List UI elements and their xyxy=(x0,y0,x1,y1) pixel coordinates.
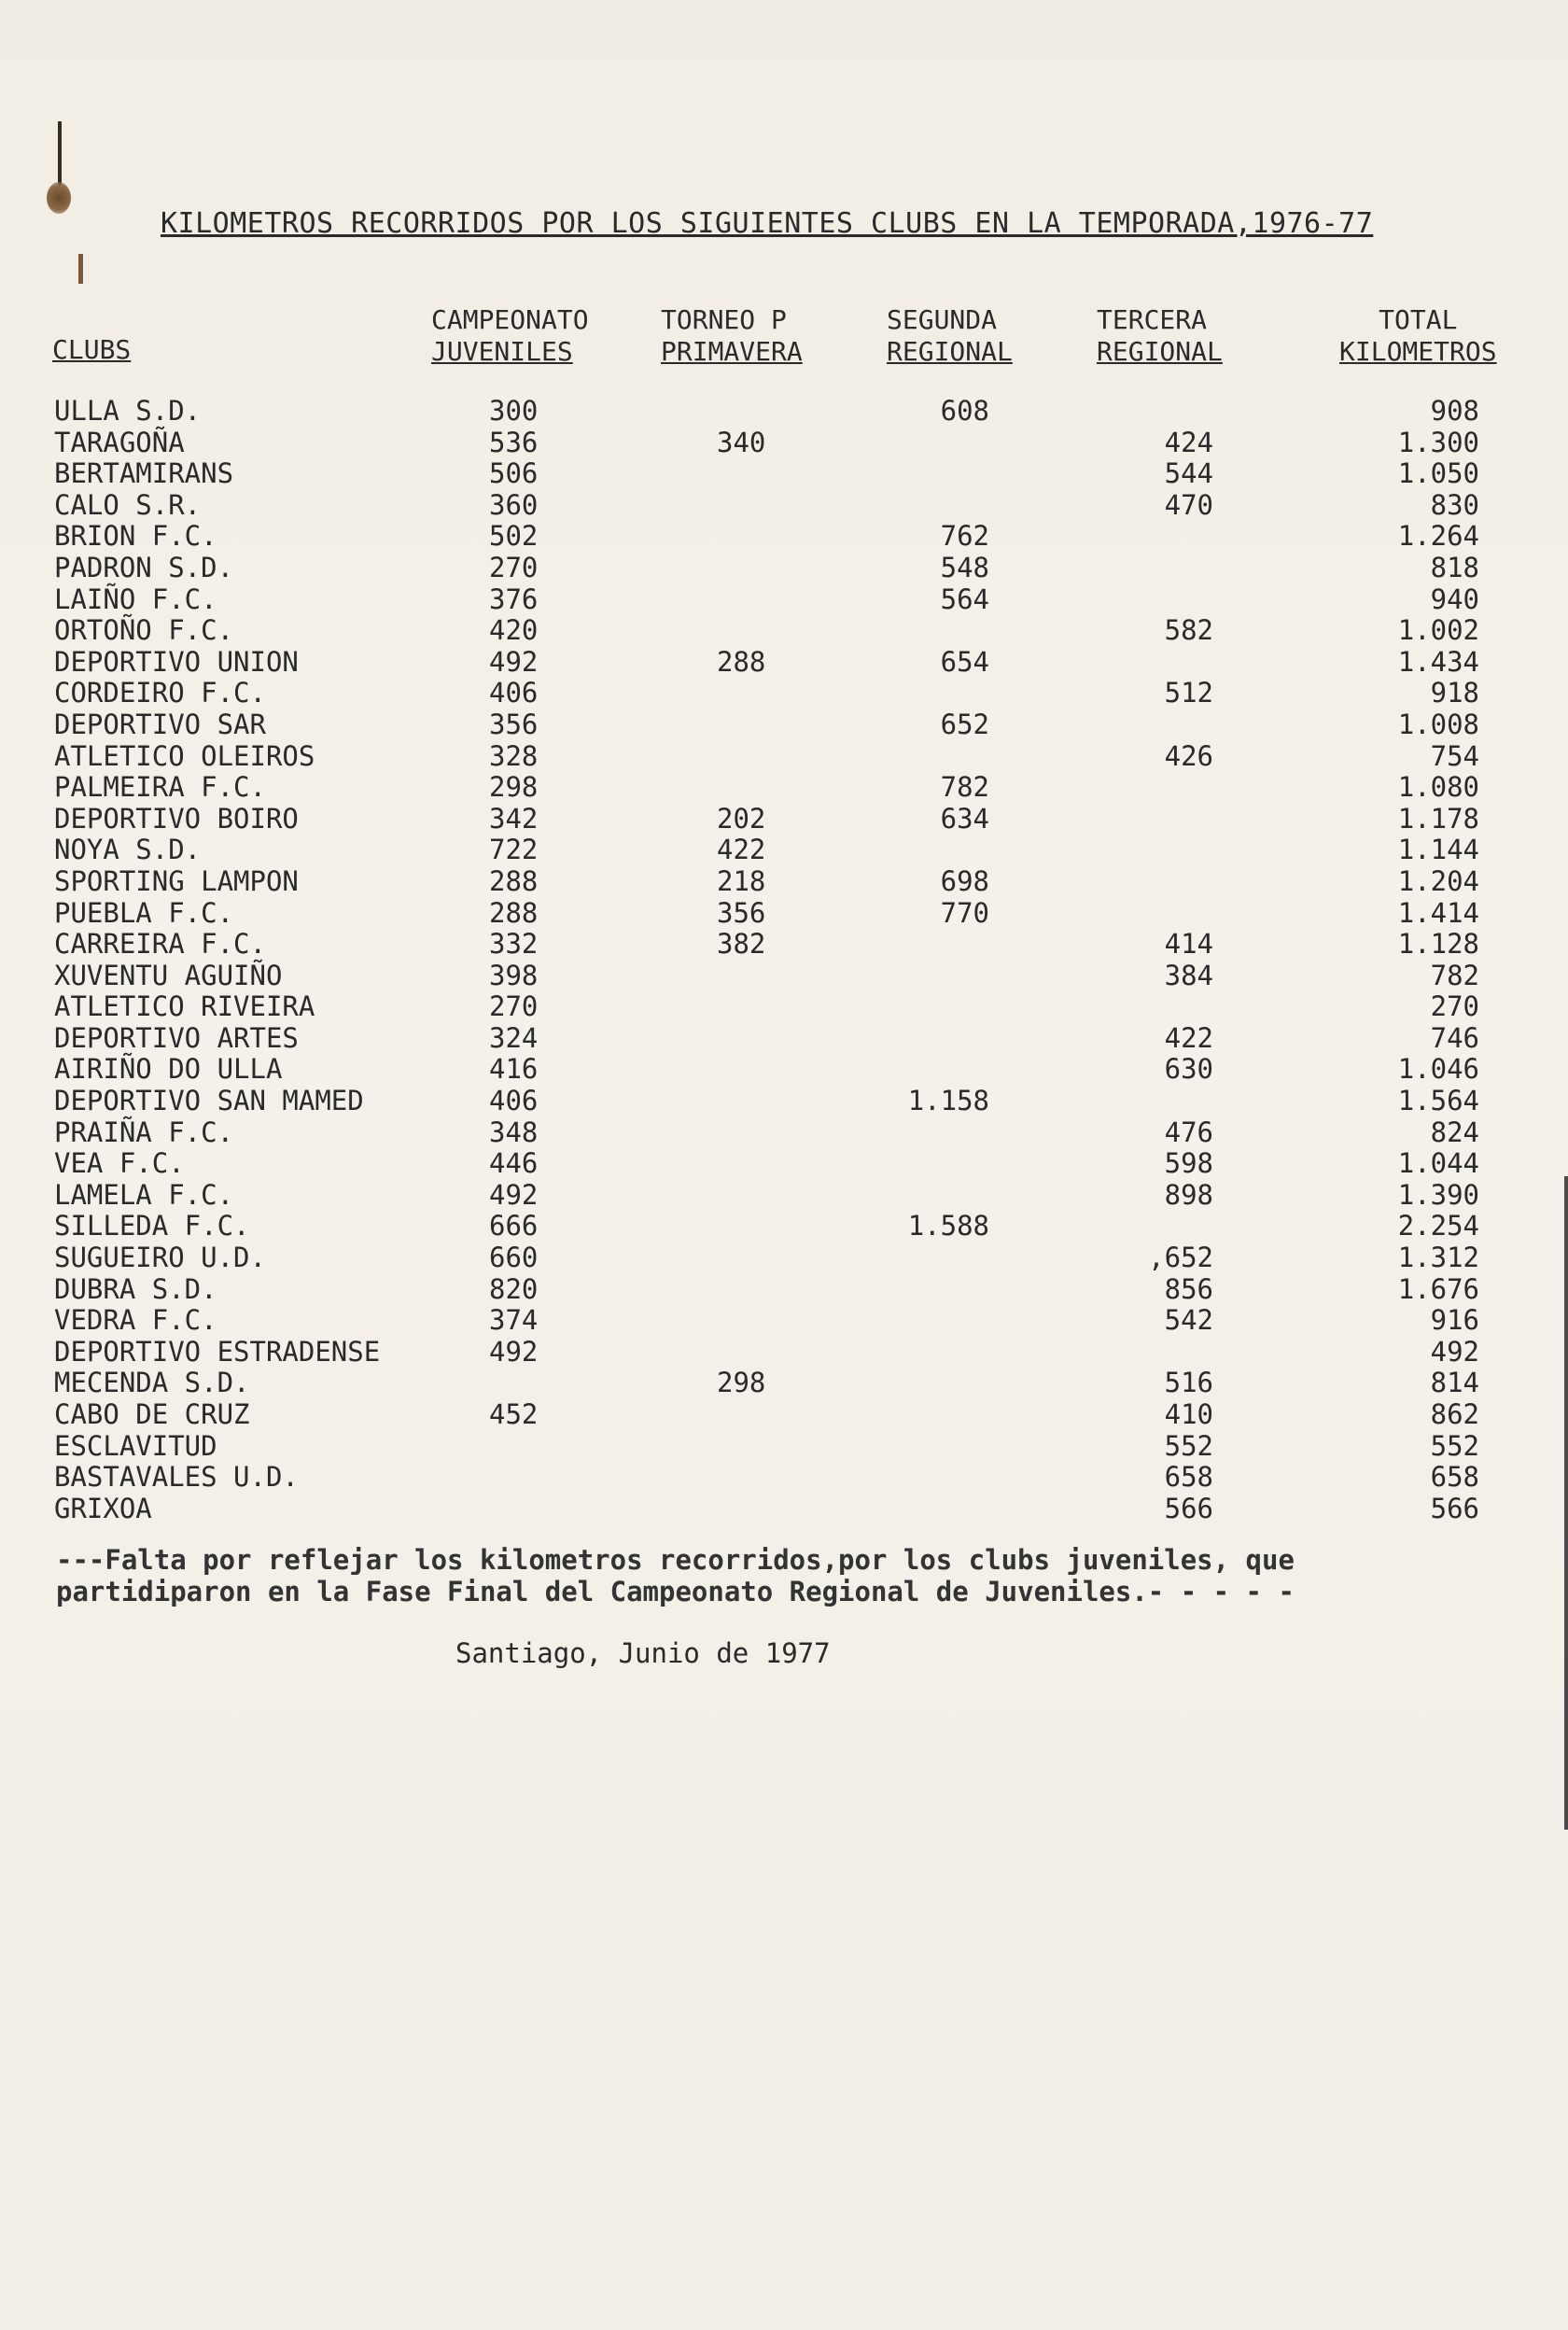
total-value: 566 xyxy=(1430,1492,1479,1524)
campeonato-value: 270 xyxy=(489,551,539,583)
campeonato-value: 374 xyxy=(489,1304,539,1337)
header-campeonato xyxy=(431,304,589,368)
total-value: 2.254 xyxy=(1397,1210,1479,1242)
table-row xyxy=(0,1368,1568,1399)
campeonato-value: 288 xyxy=(489,864,539,897)
tercera-value: 424 xyxy=(1164,426,1213,458)
table-row xyxy=(0,1023,1568,1055)
table-row xyxy=(0,991,1568,1023)
total-value: 746 xyxy=(1430,1021,1479,1054)
campeonato-value: 666 xyxy=(489,1210,539,1242)
segunda-value: 698 xyxy=(940,864,989,897)
club-name: ATLETICO OLEIROS xyxy=(54,739,315,772)
segunda-value: 564 xyxy=(940,582,989,615)
total-value: 1.144 xyxy=(1397,834,1479,866)
club-name: BASTAVALES U.D. xyxy=(54,1461,299,1494)
header-total xyxy=(1339,304,1497,368)
club-name: PALMEIRA F.C. xyxy=(54,771,266,804)
segunda-value: 762 xyxy=(940,520,989,553)
tercera-value: 566 xyxy=(1164,1492,1213,1524)
total-value: 1.046 xyxy=(1397,1053,1479,1086)
total-value: 782 xyxy=(1430,959,1479,991)
total-value: 552 xyxy=(1430,1429,1479,1462)
club-name: XUVENTU AGUIÑO xyxy=(54,959,283,991)
header-campeonato-line2: JUVENILES xyxy=(431,336,573,367)
club-name: SUGUEIRO U.D. xyxy=(54,1242,266,1274)
total-value: 1.002 xyxy=(1397,614,1479,647)
table-row xyxy=(0,1431,1568,1463)
segunda-value: 782 xyxy=(940,771,989,804)
club-name: LAIÑO F.C. xyxy=(54,582,217,615)
segunda-value: 1.158 xyxy=(907,1085,989,1117)
table-row xyxy=(0,929,1568,961)
total-value: 1.300 xyxy=(1397,426,1479,458)
header-torneo xyxy=(661,304,803,368)
header-tercera-line1: TERCERA xyxy=(1097,304,1208,335)
clubs-table xyxy=(0,396,1568,1524)
total-value: 818 xyxy=(1430,551,1479,583)
campeonato-value: 820 xyxy=(489,1272,539,1305)
campeonato-value: 506 xyxy=(489,457,539,490)
torneo-value: 422 xyxy=(717,834,766,866)
club-name: PADRON S.D. xyxy=(54,551,234,583)
campeonato-value: 492 xyxy=(489,1335,539,1368)
total-value: 1.312 xyxy=(1397,1242,1479,1274)
total-value: 830 xyxy=(1430,488,1479,521)
club-name: BERTAMIRANS xyxy=(54,457,234,490)
campeonato-value: 376 xyxy=(489,582,539,615)
total-value: 1.204 xyxy=(1397,864,1479,897)
header-clubs-label: CLUBS xyxy=(52,334,132,365)
table-row xyxy=(0,1117,1568,1149)
club-name: PRAIÑA F.C. xyxy=(54,1116,234,1148)
document-title: KILOMETROS RECORRIDOS POR LOS SIGUIENTES CLUBS EN LA TEMPORADA,1976-77 xyxy=(161,207,1374,240)
campeonato-value: 300 xyxy=(489,395,539,427)
total-value: 270 xyxy=(1430,990,1479,1023)
club-name: VEDRA F.C. xyxy=(54,1304,217,1337)
tercera-value: 422 xyxy=(1164,1021,1213,1054)
tercera-value: 544 xyxy=(1164,457,1213,490)
campeonato-value: 406 xyxy=(489,677,539,709)
total-value: 658 xyxy=(1430,1461,1479,1494)
club-name: DEPORTIVO BOIRO xyxy=(54,802,299,835)
total-value: 1.178 xyxy=(1397,802,1479,835)
header-tercera xyxy=(1097,304,1223,368)
header-segunda xyxy=(887,304,1013,368)
club-name: DEPORTIVO ARTES xyxy=(54,1021,299,1054)
table-row xyxy=(0,898,1568,930)
club-name: ULLA S.D. xyxy=(54,395,202,427)
tercera-value: 476 xyxy=(1164,1116,1213,1148)
tercera-value: 470 xyxy=(1164,488,1213,521)
total-value: 1.564 xyxy=(1397,1085,1479,1117)
campeonato-value: 356 xyxy=(489,708,539,740)
header-torneo-line1: TORNEO P xyxy=(661,304,787,335)
total-value: 1.434 xyxy=(1397,645,1479,678)
table-row xyxy=(0,647,1568,679)
torneo-value: 288 xyxy=(717,645,766,678)
header-clubs xyxy=(52,334,131,366)
total-value: 1.414 xyxy=(1397,896,1479,929)
total-value: 916 xyxy=(1430,1304,1479,1337)
table-row xyxy=(0,804,1568,835)
ink-mark xyxy=(78,254,83,284)
club-name: DEPORTIVO ESTRADENSE xyxy=(54,1335,381,1368)
campeonato-value: 446 xyxy=(489,1147,539,1180)
tercera-value: 384 xyxy=(1164,959,1213,991)
club-name: DEPORTIVO UNION xyxy=(54,645,299,678)
tercera-value: 512 xyxy=(1164,677,1213,709)
total-value: 1.128 xyxy=(1397,928,1479,961)
club-name: ATLETICO RIVEIRA xyxy=(54,990,315,1023)
club-name: LAMELA F.C. xyxy=(54,1178,234,1211)
header-torneo-line2: PRIMAVERA xyxy=(661,336,803,367)
total-value: 824 xyxy=(1430,1116,1479,1148)
header-segunda-line2: REGIONAL xyxy=(887,336,1013,367)
segunda-value: 608 xyxy=(940,395,989,427)
total-value: 1.080 xyxy=(1397,771,1479,804)
tercera-value: 856 xyxy=(1164,1272,1213,1305)
total-value: 862 xyxy=(1430,1398,1479,1430)
club-name: CARREIRA F.C. xyxy=(54,928,266,961)
total-value: 1.050 xyxy=(1397,457,1479,490)
tercera-value: 542 xyxy=(1164,1304,1213,1337)
segunda-value: 652 xyxy=(940,708,989,740)
club-name: TARAGOÑA xyxy=(54,426,185,458)
torneo-value: 340 xyxy=(717,426,766,458)
total-value: 814 xyxy=(1430,1367,1479,1399)
table-row xyxy=(0,1086,1568,1117)
footnote-line1: ---Falta por reflejar los kilometros recorridos,por los clubs juveniles, que xyxy=(56,1544,1295,1576)
table-row xyxy=(0,709,1568,741)
table-row xyxy=(0,772,1568,804)
campeonato-value: 420 xyxy=(489,614,539,647)
table-row xyxy=(0,1242,1568,1274)
header-total-line2: KILOMETROS xyxy=(1339,336,1497,367)
campeonato-value: 492 xyxy=(489,1178,539,1211)
campeonato-value: 502 xyxy=(489,520,539,553)
tercera-value: 630 xyxy=(1164,1053,1213,1086)
campeonato-value: 492 xyxy=(489,645,539,678)
footnote xyxy=(56,1544,1512,1607)
club-name: CORDEIRO F.C. xyxy=(54,677,266,709)
tercera-value: 898 xyxy=(1164,1178,1213,1211)
table-row xyxy=(0,1054,1568,1086)
club-name: SILLEDA F.C. xyxy=(54,1210,250,1242)
table-row xyxy=(0,521,1568,553)
table-row xyxy=(0,584,1568,616)
club-name: GRIXOA xyxy=(54,1492,152,1524)
tercera-value: 598 xyxy=(1164,1147,1213,1180)
campeonato-value: 288 xyxy=(489,896,539,929)
club-name: AIRIÑO DO ULLA xyxy=(54,1053,283,1086)
torneo-value: 382 xyxy=(717,928,766,961)
total-value: 754 xyxy=(1430,739,1479,772)
tercera-value: 426 xyxy=(1164,739,1213,772)
campeonato-value: 332 xyxy=(489,928,539,961)
table-row xyxy=(0,1337,1568,1369)
header-campeonato-line1: CAMPEONATO xyxy=(431,304,589,335)
campeonato-value: 722 xyxy=(489,834,539,866)
segunda-value: 770 xyxy=(940,896,989,929)
segunda-value: 634 xyxy=(940,802,989,835)
header-total-line1: TOTAL xyxy=(1379,304,1458,335)
total-value: 1.044 xyxy=(1397,1147,1479,1180)
segunda-value: 548 xyxy=(940,551,989,583)
club-name: CABO DE CRUZ xyxy=(54,1398,250,1430)
header-tercera-line2: REGIONAL xyxy=(1097,336,1223,367)
table-row xyxy=(0,615,1568,647)
campeonato-value: 360 xyxy=(489,488,539,521)
tercera-value: 410 xyxy=(1164,1398,1213,1430)
tercera-value: 582 xyxy=(1164,614,1213,647)
table-row xyxy=(0,458,1568,490)
table-row xyxy=(0,1148,1568,1180)
total-value: 1.008 xyxy=(1397,708,1479,740)
club-name: MECENDA S.D. xyxy=(54,1367,250,1399)
campeonato-value: 348 xyxy=(489,1116,539,1148)
total-value: 1.390 xyxy=(1397,1178,1479,1211)
tercera-value: 552 xyxy=(1164,1429,1213,1462)
table-row xyxy=(0,1211,1568,1242)
campeonato-value: 270 xyxy=(489,990,539,1023)
campeonato-value: 324 xyxy=(489,1021,539,1054)
table-row xyxy=(0,866,1568,898)
campeonato-value: 398 xyxy=(489,959,539,991)
footnote-line2: partidiparon en la Fase Final del Campeonato Regional de Juveniles.- - - - - xyxy=(56,1576,1295,1607)
campeonato-value: 660 xyxy=(489,1242,539,1274)
club-name: DUBRA S.D. xyxy=(54,1272,217,1305)
campeonato-value: 342 xyxy=(489,802,539,835)
table-row xyxy=(0,490,1568,522)
table-row xyxy=(0,428,1568,459)
segunda-value: 654 xyxy=(940,645,989,678)
tercera-value: 658 xyxy=(1164,1461,1213,1494)
club-name: BRION F.C. xyxy=(54,520,217,553)
total-value: 908 xyxy=(1430,395,1479,427)
club-name: ORTOÑO F.C. xyxy=(54,614,234,647)
total-value: 492 xyxy=(1430,1335,1479,1368)
table-row xyxy=(0,678,1568,709)
table-row xyxy=(0,1305,1568,1337)
club-name: VEA F.C. xyxy=(54,1147,185,1180)
table-row xyxy=(0,1462,1568,1494)
club-name: NOYA S.D. xyxy=(54,834,202,866)
club-name: CALO S.R. xyxy=(54,488,202,521)
torneo-value: 298 xyxy=(717,1367,766,1399)
tercera-value: 414 xyxy=(1164,928,1213,961)
torneo-value: 218 xyxy=(717,864,766,897)
table-row xyxy=(0,961,1568,992)
campeonato-value: 406 xyxy=(489,1085,539,1117)
total-value: 940 xyxy=(1430,582,1479,615)
club-name: PUEBLA F.C. xyxy=(54,896,234,929)
segunda-value: 1.588 xyxy=(907,1210,989,1242)
campeonato-value: 452 xyxy=(489,1398,539,1430)
tercera-value: 516 xyxy=(1164,1367,1213,1399)
total-value: 1.264 xyxy=(1397,520,1479,553)
club-name: DEPORTIVO SAR xyxy=(54,708,266,740)
torneo-value: 202 xyxy=(717,802,766,835)
punch-hole xyxy=(47,182,71,214)
table-row xyxy=(0,835,1568,866)
table-row xyxy=(0,1399,1568,1431)
campeonato-value: 328 xyxy=(489,739,539,772)
campeonato-value: 298 xyxy=(489,771,539,804)
header-segunda-line1: SEGUNDA xyxy=(887,304,998,335)
table-row xyxy=(0,741,1568,773)
torneo-value: 356 xyxy=(717,896,766,929)
tercera-value: ,652 xyxy=(1148,1242,1213,1274)
campeonato-value: 416 xyxy=(489,1053,539,1086)
table-row xyxy=(0,1180,1568,1212)
table-row xyxy=(0,1274,1568,1306)
table-row xyxy=(0,553,1568,584)
table-row xyxy=(0,1494,1568,1525)
table-row xyxy=(0,396,1568,428)
place-date: Santiago, Junio de 1977 xyxy=(455,1637,831,1669)
club-name: ESCLAVITUD xyxy=(54,1429,217,1462)
total-value: 1.676 xyxy=(1397,1272,1479,1305)
total-value: 918 xyxy=(1430,677,1479,709)
campeonato-value: 536 xyxy=(489,426,539,458)
club-name: SPORTING LAMPON xyxy=(54,864,299,897)
club-name: DEPORTIVO SAN MAMED xyxy=(54,1085,364,1117)
